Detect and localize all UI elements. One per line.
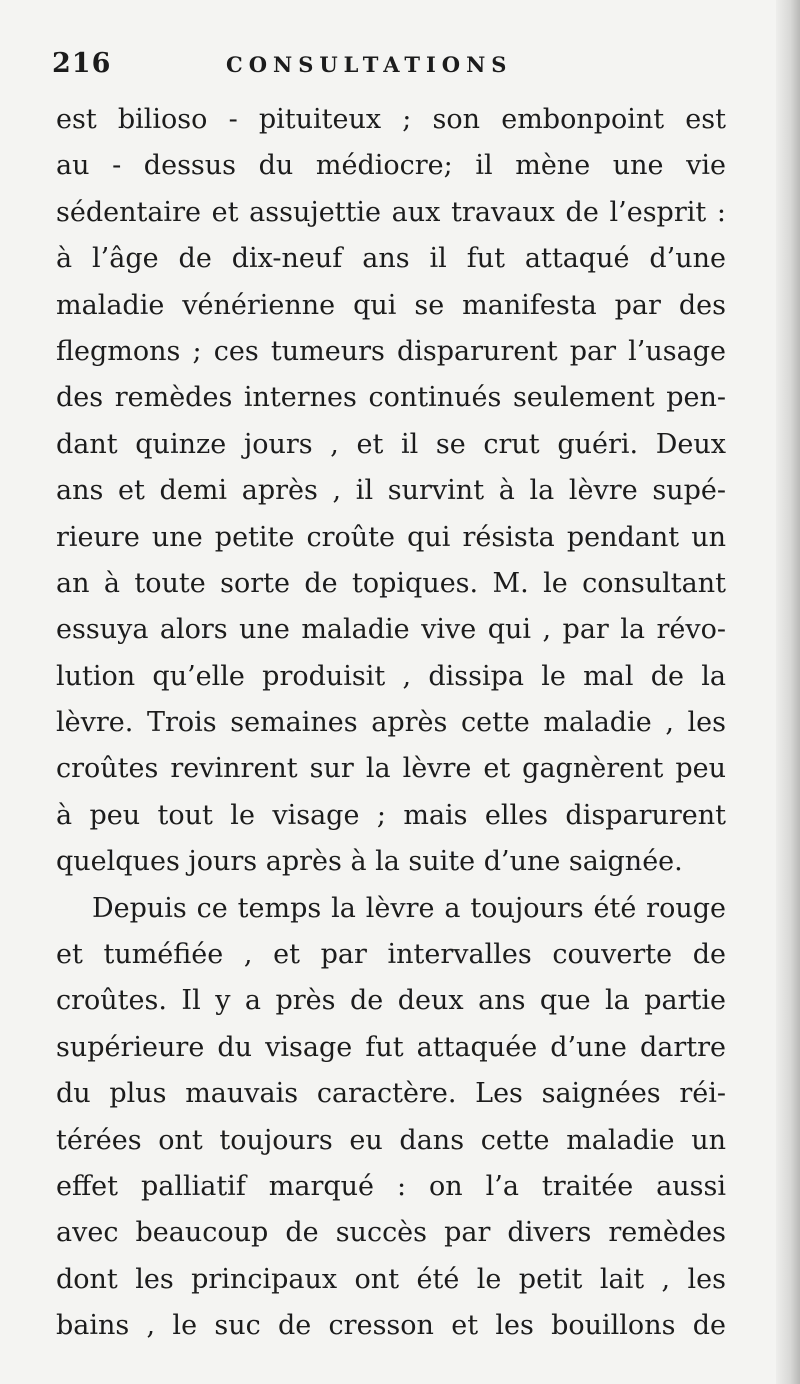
text-line: du plus mauvais caractère. Les saignées réi-	[56, 1078, 726, 1110]
text-line: croûtes revinrent sur la lèvre et gagnèrent peu	[56, 753, 726, 785]
text-line: bains , le suc de cresson et les bouillons de	[56, 1310, 726, 1342]
text-line: est bilioso - pituiteux ; son embonpoint est	[56, 104, 726, 135]
page-edge-shadow	[776, 0, 800, 1384]
text-line: dont les principaux ont été le petit lait , les	[56, 1263, 726, 1295]
text-line: flegmons ; ces tumeurs disparurent par l’usage	[56, 335, 726, 367]
page-number: 216	[52, 48, 112, 79]
body-text	[56, 97, 726, 1350]
text-line: à l’âge de dix-neuf ans il fut attaqué d’une	[56, 243, 726, 275]
text-line: rieure une petite croûte qui résista pendant un	[56, 521, 726, 553]
running-title: CONSULTATIONS	[226, 52, 513, 77]
text-line: au - dessus du médiocre; il mène une vie	[56, 150, 726, 182]
running-head	[52, 46, 572, 86]
text-line: supérieure du visage fut attaquée d’une dartre	[56, 1031, 726, 1063]
text-line: essuya alors une maladie vive qui , par la révo-	[56, 614, 726, 646]
text-line: avec beaucoup de succès par divers remèdes	[56, 1217, 726, 1249]
paragraph-start-line: Depuis ce temps la lèvre a toujours été rouge	[92, 892, 726, 924]
text-line: ans et demi après , il survint à la lèvre supé-	[56, 475, 726, 507]
text-line: croûtes. Il y a près de deux ans que la partie	[56, 985, 726, 1017]
text-line: térées ont toujours eu dans cette maladie un	[56, 1124, 726, 1156]
text-line: effet palliatif marqué : on l’a traitée aussi	[56, 1170, 726, 1202]
paragraph-end-line: quelques jours après à la suite d’une saignée.	[56, 846, 683, 878]
text-line: lèvre. Trois semaines après cette maladie , les	[56, 707, 726, 739]
text-line: à peu tout le visage ; mais elles disparurent	[56, 799, 726, 831]
text-line: sédentaire et assujettie aux travaux de l’esprit :	[56, 196, 726, 228]
text-line: lution qu’elle produisit , dissipa le mal de la	[56, 660, 726, 692]
text-line: maladie vénérienne qui se manifesta par des	[56, 289, 726, 321]
text-line: dant quinze jours , et il se crut guéri. Deux	[56, 428, 726, 460]
text-line: an à toute sorte de topiques. M. le consultant	[56, 567, 726, 599]
text-line: et tuméfiée , et par intervalles couverte de	[56, 939, 726, 971]
text-line: des remèdes internes continués seulement pen-	[56, 382, 726, 414]
